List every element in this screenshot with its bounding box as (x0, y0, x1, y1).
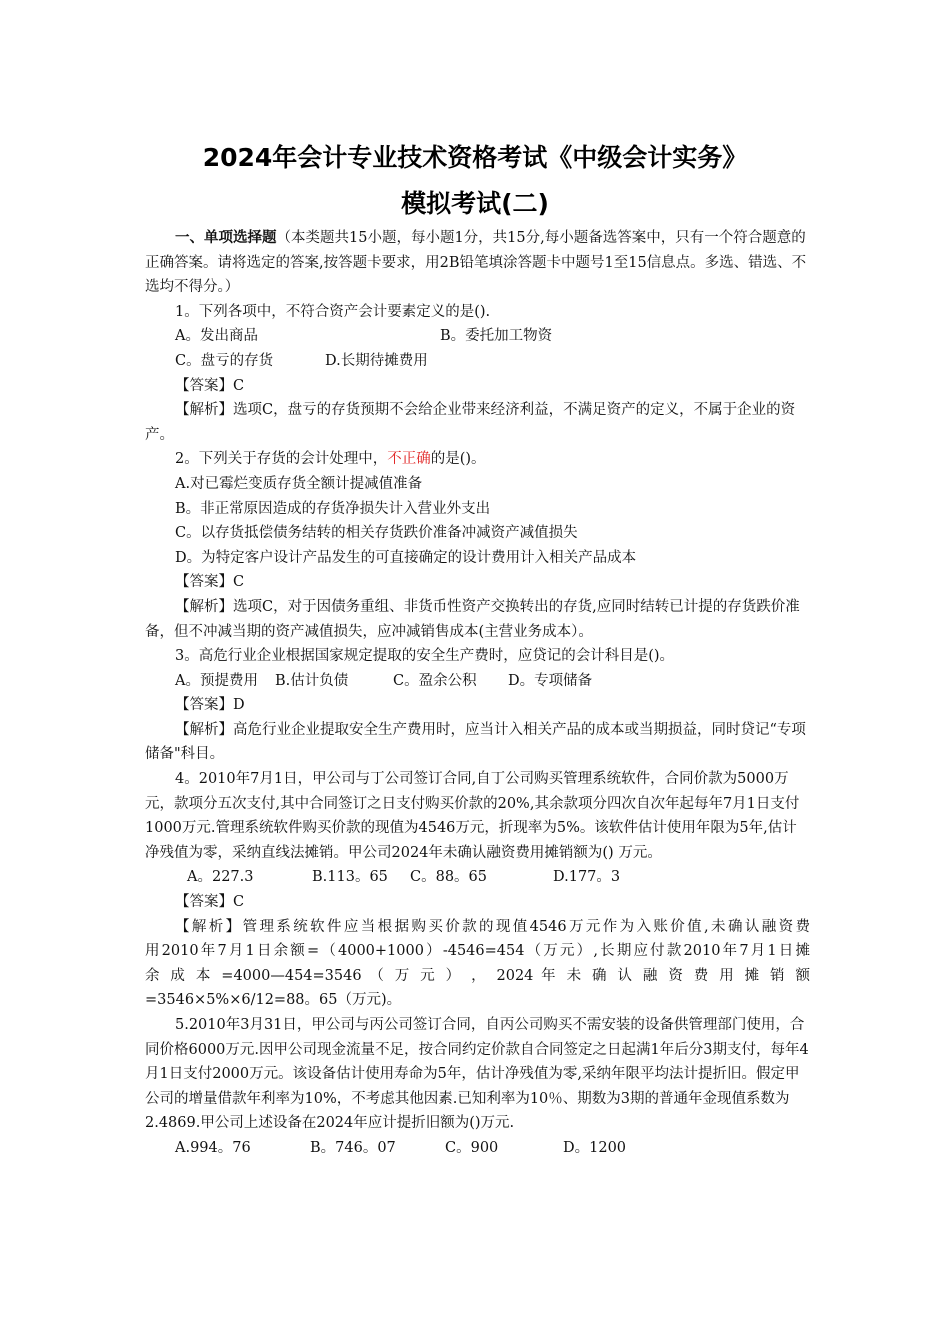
q1-options-row2 (145, 349, 810, 374)
section-heading: 一、单项选择题 (175, 230, 277, 246)
q2-answer (145, 570, 810, 595)
title-line-2: 模拟考试(二) (401, 189, 549, 218)
title-line-1: 2024年会计专业技术资格考试《中级会计实务》 (202, 143, 748, 172)
q4-analysis-line4: =3546×5%×6/12=88。65（万元)。 (145, 992, 402, 1009)
analysis-label: 【解析】 (175, 402, 233, 419)
answer-value: C (233, 894, 245, 911)
analysis-text: 选项C，对于因债务重组、非货币性资产交换转出的存货,应同时结转已计提的存货跌价准备，但不冲减当期的资产减值损失，应冲减销售成本(主营业务成本）。 (145, 598, 800, 640)
q2-stem-before: 2。下列关于存货的会计处理中， (175, 451, 388, 468)
q1-option-c: C。盘亏的存货 (175, 352, 274, 369)
q5-stem: 5.2010年3月31日，甲公司与丙公司签订合同，自丙公司购买不需安装的设备供管理部门使用，合同价格6000万元.因甲公司现金流量不足，按合同约定价款自合同签定之日起满1年后分3期支付，每年4月1日支付2000万元。该设备估计使用寿命为5年，估计净残值为零,采纳年限平均法计提折旧。假定甲公司的增量借款年利率为10%，不考虑其他因素.已知利率为10％、期数为3期的普通年金现值系数为2.4869.甲公司上述设备在2024年应计提折旧额为()万元. (145, 1017, 809, 1132)
answer-label: 【答案】 (175, 574, 233, 591)
q1-option-b: B。委托加工物资 (440, 328, 553, 345)
q4-stem: 4。2010年7月1日，甲公司与丁公司签订合同,自丁公司购买管理系统软件，合同价款为5000万元，款项分五次支付,其中合同签订之日支付购买价款的20%,其余款项分四次自次年起每年7月1日支付1000万元.管理系统软件购买价款的现值为4546万元，折现率为5%。该软件估计使用年限为5年,估计净残值为零，采纳直线法摊销。甲公司2024年未确认融资费用摊销额为() 万元。 (145, 771, 800, 861)
q1-options-row1 (145, 324, 810, 349)
q3-analysis (145, 718, 810, 767)
q1-option-d: D.长期待摊费用 (325, 352, 428, 369)
q4-answer (145, 890, 810, 915)
q2-stem-highlight: 不正确 (387, 451, 431, 468)
q3-answer (145, 693, 810, 718)
q3-option-b: B.估计负债 (275, 672, 349, 689)
answer-value: D (233, 697, 245, 714)
answer-label: 【答案】 (175, 377, 233, 394)
q4-analysis-line3: 余 成 本 =4000—454=3546 （ 万 元 ） ， 2024 年 未 确 认 融 资 费 用 摊 销 额 (145, 967, 810, 984)
q3-options (145, 669, 810, 694)
q2-option-b: B。非正常原因造成的存货净损失计入营业外支出 (175, 500, 491, 517)
section-instructions: （本类题共15小题，每小题1分，共15分,每小题备选答案中，只有一个符合题意的正确答案。请将选定的答案,按答题卡要求，用2B铅笔填涂答题卡中题号1至15信息点。多选、错选、不选均不得分。） (145, 230, 807, 296)
document-body (145, 226, 810, 1161)
q1-option-a: A。发出商品 (175, 328, 258, 345)
q2-analysis (145, 595, 810, 644)
q3-option-a: A。预提费用 (175, 672, 258, 689)
q3-stem: 3。高危行业企业根据国家规定提取的安全生产费时，应贷记的会计科目是()。 (175, 648, 675, 665)
answer-label: 【答案】 (175, 697, 233, 714)
analysis-text: 选项C，盘亏的存货预期不会给企业带来经济利益，不满足资产的定义，不属于企业的资产。 (145, 402, 796, 443)
section-intro (145, 226, 810, 300)
answer-value: C (233, 574, 245, 591)
q2-stem-after: 的是()。 (430, 451, 486, 468)
q2-option-a: A.对已霉烂变质存货全额计提减值准备 (175, 475, 423, 492)
q1-stem: 1。下列各项中，不符合资产会计要素定义的是(). (175, 303, 491, 320)
q4-analysis-line2: 用2010年7月1日余额=（4000+1000）-4546=454（万元）,长期应付款2010年7月1日摊 (145, 943, 810, 960)
q1-answer (145, 374, 810, 399)
q4-analysis-line1 (145, 915, 810, 940)
answer-label: 【答案】 (175, 894, 233, 911)
q5-options (145, 1136, 810, 1161)
q4-options (145, 865, 810, 890)
analysis-label: 【解析】 (175, 918, 243, 935)
q2-stem (145, 447, 810, 472)
q4-option-d: D.177。3 (553, 869, 621, 886)
q5-option-b: B。746。07 (310, 1139, 396, 1156)
q4-option-c: C。88。65 (410, 869, 487, 886)
analysis-label: 【解析】 (175, 598, 233, 615)
q3-option-d: D。专项储备 (508, 672, 593, 689)
q2-option-d: D。为特定客户设计产品发生的可直接确定的设计费用计入相关产品成本 (175, 549, 637, 566)
analysis-label: 【解析】 (175, 721, 233, 738)
q2-option-c: C。以存货抵偿债务结转的相关存货跌价准备冲减资产减值损失 (175, 525, 578, 542)
q4-option-b: B.113。65 (312, 869, 388, 886)
q5-option-a: A.994。76 (175, 1139, 251, 1156)
analysis-text: 管理系统软件应当根据购买价款的现值4546万元作为入账价值,未确认融资费 (242, 918, 811, 935)
q1-analysis (145, 398, 810, 447)
analysis-text: 高危行业企业提取安全生产费用时，应当计入相关产品的成本或当期损益，同时贷记“专项储备"科目。 (145, 721, 806, 763)
q5-option-d: D。1200 (563, 1139, 627, 1156)
q3-option-c: C。盈余公积 (393, 672, 477, 689)
answer-value: C (233, 377, 245, 394)
q4-option-a: A。227.3 (187, 869, 254, 886)
q5-option-c: C。900 (445, 1139, 499, 1156)
